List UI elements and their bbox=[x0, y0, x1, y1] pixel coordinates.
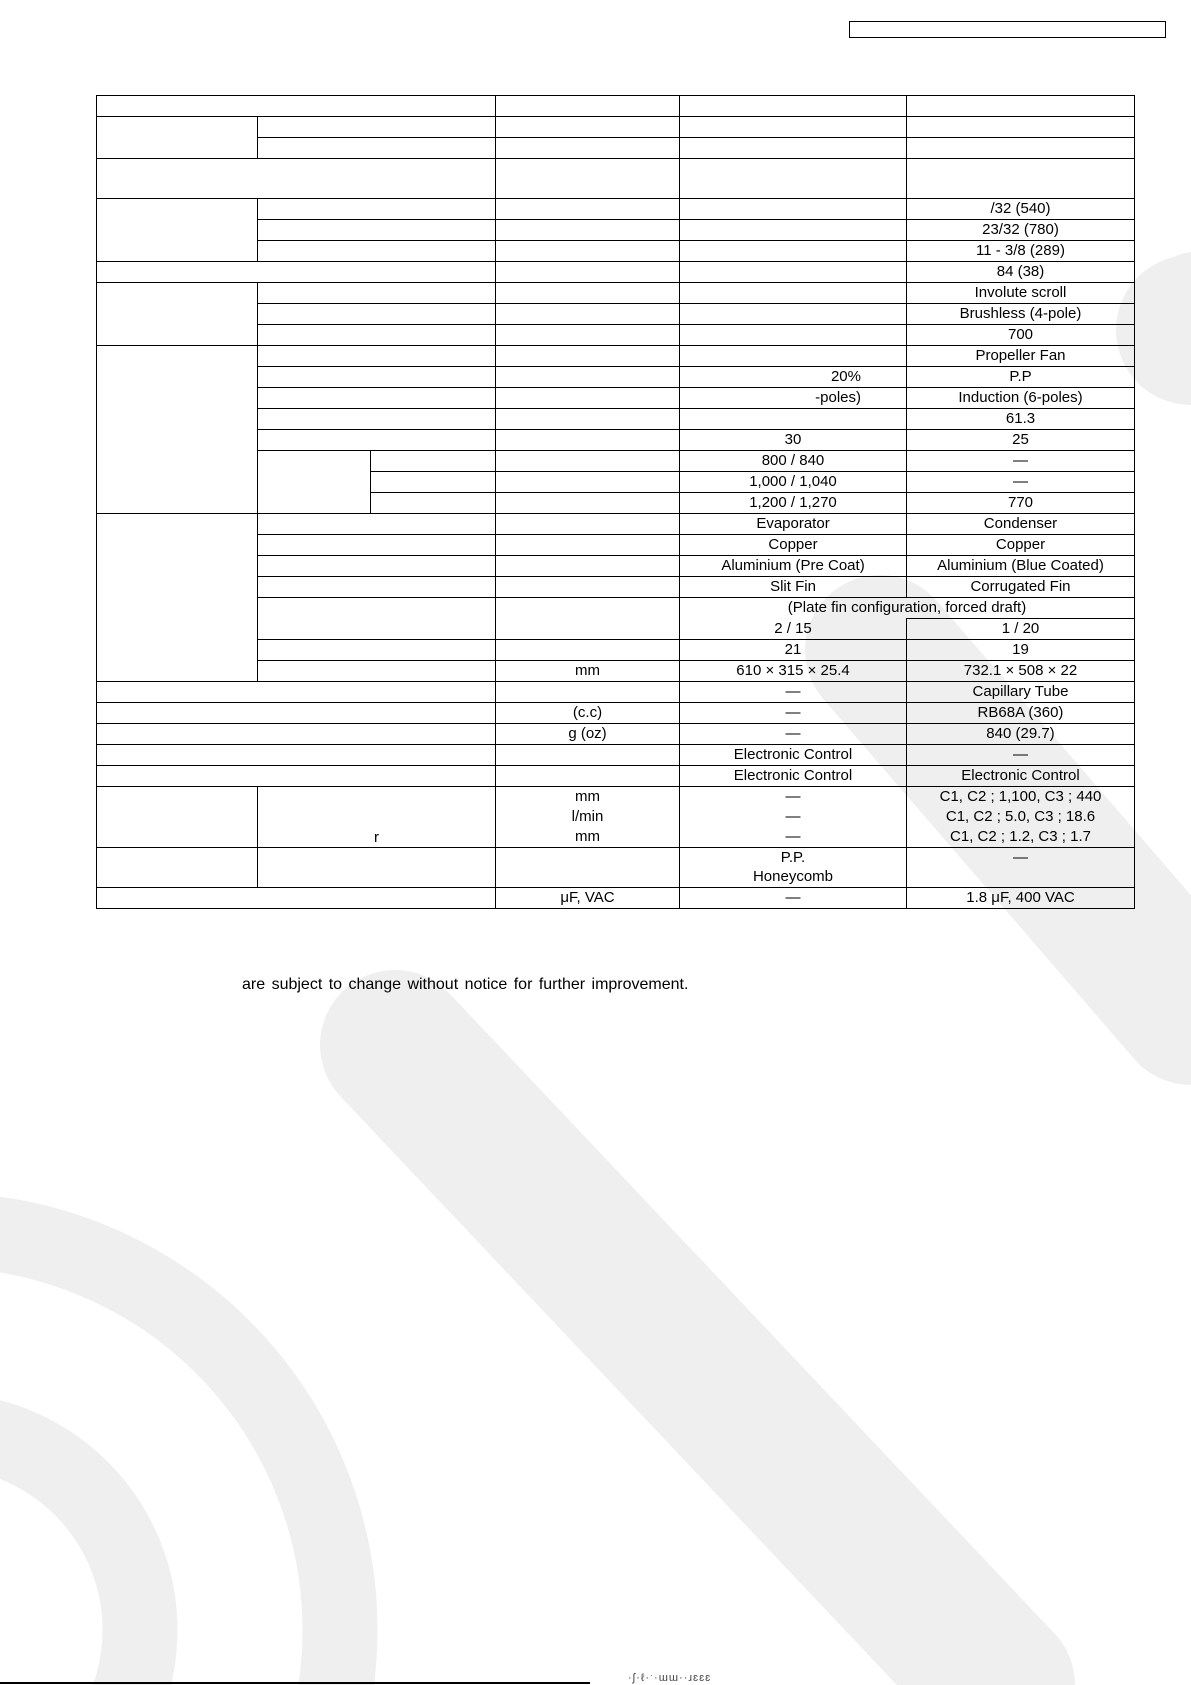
table-row: Propeller Fan bbox=[97, 346, 1135, 367]
table-row: 20% P.P bbox=[97, 367, 1135, 388]
table-row: 30 25 bbox=[97, 430, 1135, 451]
table-row: 800 / 840 — bbox=[97, 451, 1135, 472]
table-row: Evaporator Condenser bbox=[97, 514, 1135, 535]
table-row: -poles) Induction (6-poles) bbox=[97, 388, 1135, 409]
table-row: — Capillary Tube bbox=[97, 682, 1135, 703]
table-row: Brushless (4-pole) bbox=[97, 304, 1135, 325]
table-row: /32 (540) bbox=[97, 199, 1135, 220]
table-row: P.P. Honeycomb — bbox=[97, 848, 1135, 888]
table-row: Aluminium (Pre Coat) Aluminium (Blue Coated) bbox=[97, 556, 1135, 577]
footer-rule bbox=[0, 1682, 590, 1684]
table-row: r mm — C1, C2 ; 1,100, C3 ; 440 bbox=[97, 787, 1135, 808]
table-row: (Plate fin configuration, forced draft) bbox=[97, 598, 1135, 619]
table-row: Slit Fin Corrugated Fin bbox=[97, 577, 1135, 598]
table-row: 23/32 (780) bbox=[97, 220, 1135, 241]
table-row: μF, VAC — 1.8 μF, 400 VAC bbox=[97, 888, 1135, 909]
table-row: Involute scroll bbox=[97, 283, 1135, 304]
table-row: 11 - 3/8 (289) bbox=[97, 241, 1135, 262]
table-row: (c.c) — RB68A (360) bbox=[97, 703, 1135, 724]
table-row bbox=[97, 96, 1135, 117]
table-row: l/min — C1, C2 ; 5.0, C3 ; 18.6 bbox=[97, 807, 1135, 827]
spec-table bbox=[96, 95, 1135, 909]
table-row: mm 610 × 315 × 25.4 732.1 × 508 × 22 bbox=[97, 661, 1135, 682]
table-row: 2 / 15 1 / 20 bbox=[97, 619, 1135, 640]
table-row: 21 19 bbox=[97, 640, 1135, 661]
table-row bbox=[97, 159, 1135, 199]
table-row: 1,000 / 1,040 — bbox=[97, 472, 1135, 493]
table-row: Electronic Control Electronic Control bbox=[97, 766, 1135, 787]
table-row: mm — C1, C2 ; 1.2, C3 ; 1.7 bbox=[97, 827, 1135, 848]
header-box bbox=[849, 21, 1166, 38]
table-row bbox=[97, 117, 1135, 138]
footnote: are subject to change without notice for further improvement. bbox=[242, 976, 689, 993]
table-row: 84 (38) bbox=[97, 262, 1135, 283]
table-row: Copper Copper bbox=[97, 535, 1135, 556]
table-row: 61.3 bbox=[97, 409, 1135, 430]
table-row: g (oz) — 840 (29.7) bbox=[97, 724, 1135, 745]
table-row: 1,200 / 1,270 770 bbox=[97, 493, 1135, 514]
table-row: 700 bbox=[97, 325, 1135, 346]
table-row: Electronic Control — bbox=[97, 745, 1135, 766]
footer-text: ·ʃ·ℓ·ˑ·ɯɯ··ɹɛɛɛ bbox=[628, 1672, 712, 1684]
